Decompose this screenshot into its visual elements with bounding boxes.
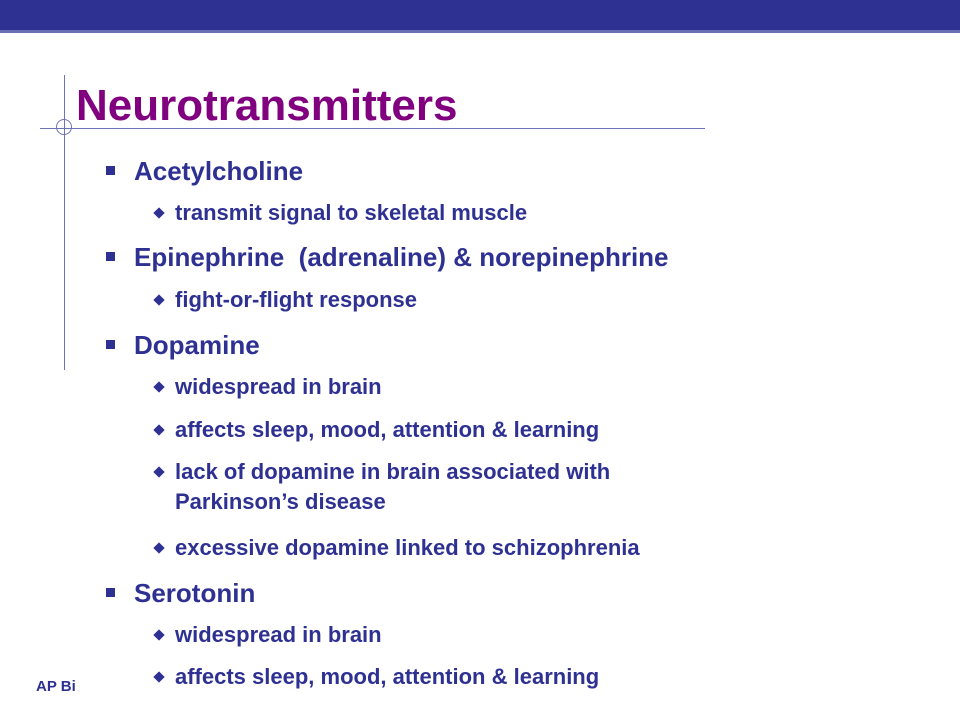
sub-bullet-text: lack of dopamine in brain associated with — [175, 459, 611, 484]
bullet-text: Serotonin — [134, 578, 256, 608]
bullet-text: Acetylcholine — [134, 156, 304, 186]
sub-bullet-text: Parkinson’s disease — [175, 489, 386, 514]
footer-label: AP Bi — [36, 678, 76, 695]
sub-bullet-text: affects sleep, mood, attention & learning — [175, 417, 600, 442]
sub-bullet-text: widespread in brain — [175, 374, 382, 399]
sub-bullet-text: fight-or-flight response — [175, 287, 417, 312]
sub-bullet-text: transmit signal to skeletal muscle — [175, 200, 528, 225]
sub-bullet-text: affects sleep, mood, attention & learning — [175, 664, 600, 689]
bullet-text: Epinephrine (adrenaline) & norepinephrine — [134, 242, 669, 272]
slide-title: Neurotransmitters — [76, 81, 458, 130]
bullet-text: Dopamine — [134, 330, 260, 360]
sub-bullet-text: excessive dopamine linked to schizophrenia — [175, 535, 640, 560]
sub-bullet-text: widespread in brain — [175, 622, 382, 647]
